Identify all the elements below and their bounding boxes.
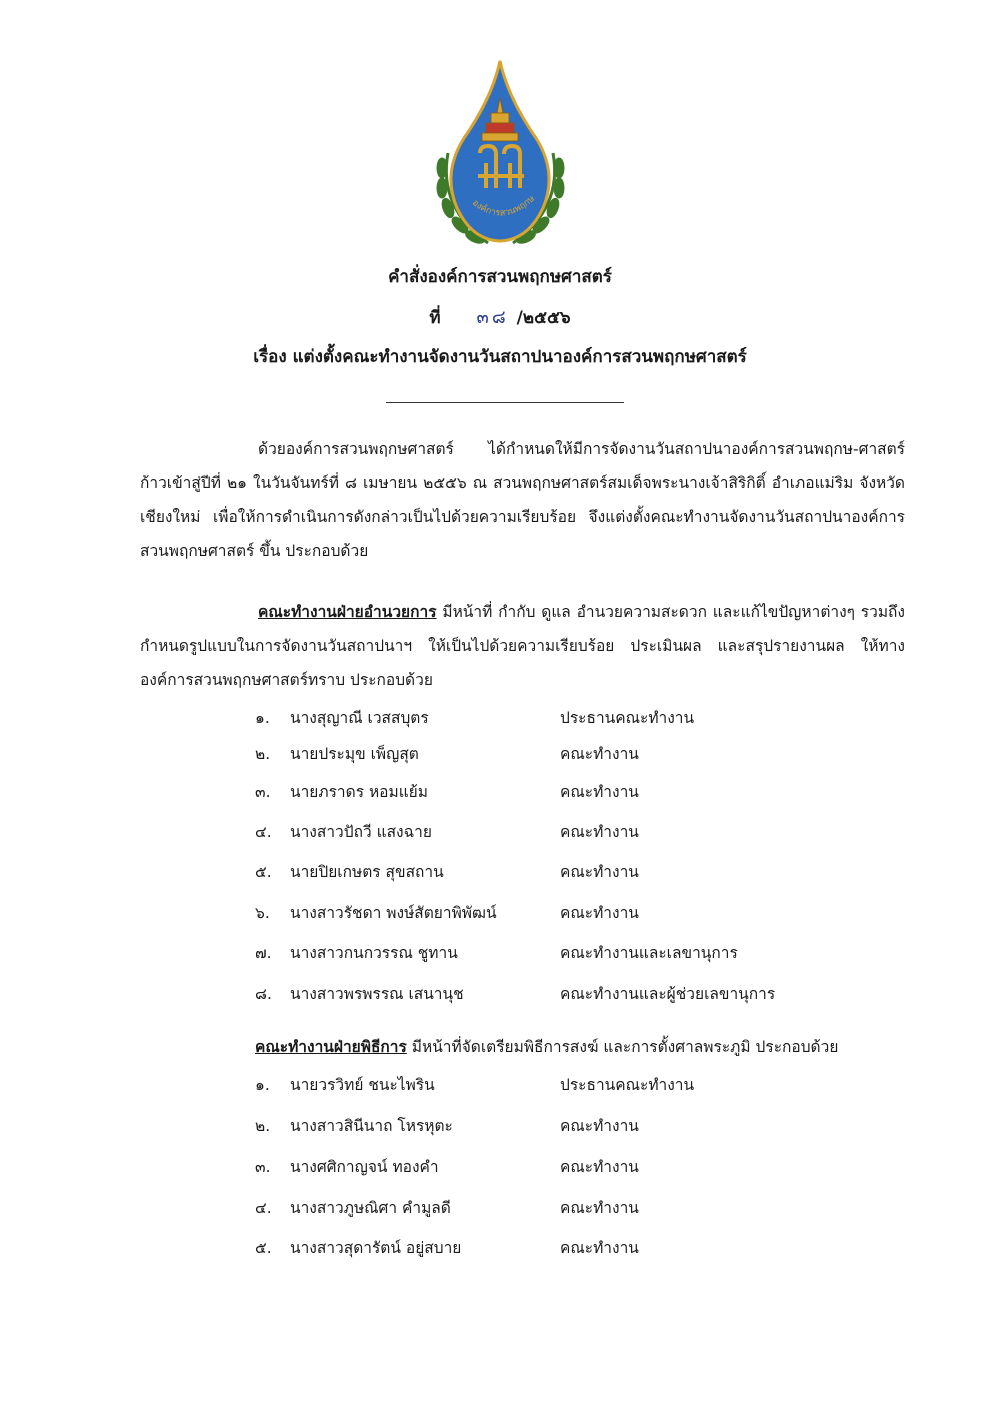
- list-item: [255, 859, 875, 887]
- member-role: คณะทำงาน: [560, 823, 639, 841]
- committee1-heading: คณะทำงานฝ่ายอำนวยการ: [258, 603, 437, 621]
- list-item: [255, 981, 875, 1009]
- committee2-paragraph: [255, 1030, 915, 1064]
- document-subject: เรื่อง แต่งตั้งคณะทำงานจัดงานวันสถาปนาองค์การสวนพฤกษศาสตร์: [253, 347, 747, 367]
- item-number: ๔.: [255, 823, 272, 841]
- committee1-paragraph: [140, 595, 905, 697]
- list-item: [255, 1072, 875, 1100]
- member-role: คณะทำงาน: [560, 863, 639, 881]
- member-name: นางสาวกนกวรรณ ชูทาน: [290, 944, 458, 962]
- item-number: ๕.: [255, 1239, 272, 1257]
- member-role: คณะทำงาน: [560, 904, 639, 922]
- intro-paragraph: ด้วยองค์การสวนพฤกษศาสตร์ ได้กำหนดให้มีการจัดงานวันสถาปนาองค์การสวนพฤกษ-ศาสตร์ ก้าวเข้าสู่ปีที่ ๒๑ ในวันจันทร์ที่ ๘ เมษายน ๒๕๕๖ ณ สวนพฤกษศาสตร์สมเด็จพระนางเจ้าสิริกิติ์ อำเภอแม่ริม จังหวัดเชียงใหม่ เพื่อให้การดำเนินการดังกล่าวเป็นไปด้วยความเรียบร้อย จึงแต่งตั้งคณะทำงานจัดงานวันสถาปนาองค์การสวนพฤกษศาสตร์ ขึ้น ประกอบด้วย: [140, 440, 905, 560]
- member-name: นางสาวรัชดา พงษ์สัตยาพิพัฒน์: [290, 904, 497, 922]
- list-item: [255, 819, 875, 847]
- member-name: นายภราดร หอมแย้ม: [290, 783, 428, 801]
- member-name: นายวรวิทย์ ชนะไพริน: [290, 1076, 435, 1094]
- list-item: [255, 741, 875, 769]
- member-name: นางสาวภูษณิศา คำมูลดี: [290, 1199, 451, 1217]
- member-name: นางศศิกาญจน์ ทองคำ: [290, 1158, 439, 1176]
- member-name: นางสาวพรพรรณ เสนานุช: [290, 985, 464, 1003]
- committee1-description: มีหน้าที่ กำกับ ดูแล อำนวยความสะดวก และแก้ไขปัญหาต่างๆ รวมถึงกำหนดรูปแบบในการจัดงานวันสถาปนาฯ ให้เป็นไปด้วยความเรียบร้อย ประเมินผล และสรุปรายงานผล ให้ทางองค์การสวนพฤกษศาสตร์ทราบ ประกอบด้วย: [140, 603, 905, 689]
- item-number: ๕.: [255, 863, 272, 881]
- list-item: [255, 779, 875, 807]
- member-role: คณะทำงาน: [560, 1117, 639, 1135]
- item-number: ๓.: [255, 783, 271, 801]
- member-role: ประธานคณะทำงาน: [560, 1076, 695, 1094]
- committee2-description: มีหน้าที่จัดเตรียมพิธีการสงฆ์ และการตั้งศาลพระภูมิ ประกอบด้วย: [406, 1038, 839, 1056]
- item-number: ๑.: [255, 1076, 270, 1094]
- list-item: [255, 1113, 875, 1141]
- member-name: นางสาวสุดารัตน์ อยู่สบาย: [290, 1239, 462, 1257]
- item-number: ๒.: [255, 745, 271, 763]
- member-role: คณะทำงาน: [560, 783, 639, 801]
- item-number: ๓.: [255, 1158, 271, 1176]
- list-item: [255, 1154, 875, 1182]
- item-number: ๑.: [255, 709, 270, 727]
- item-number: ๖.: [255, 904, 270, 922]
- member-name: นายปิยเกษตร สุขสถาน: [290, 863, 444, 881]
- member-role: คณะทำงาน: [560, 1158, 639, 1176]
- list-item: [255, 1235, 875, 1263]
- number-year: /๒๕๕๖: [516, 308, 571, 328]
- list-item: [255, 705, 875, 733]
- member-name: นางสุญาณี เวสสบุตร: [290, 709, 429, 727]
- member-role: ประธานคณะทำงาน: [560, 709, 695, 727]
- member-role: คณะทำงานและผู้ช่วยเลขานุการ: [560, 985, 776, 1003]
- svg-text:องค์การสวนพฤกษศาสตร์: องค์การสวนพฤกษ: [469, 193, 537, 219]
- item-number: ๘.: [255, 985, 272, 1003]
- item-number: ๗.: [255, 944, 272, 962]
- list-item: [255, 940, 875, 968]
- organization-logo: [428, 58, 573, 258]
- divider: [386, 402, 624, 403]
- document-title: คำสั่งองค์การสวนพฤกษศาสตร์: [388, 267, 612, 287]
- list-item: [255, 1195, 875, 1223]
- member-role: คณะทำงาน: [560, 745, 639, 763]
- member-name: นางสาวสินีนาถ โหรหุตะ: [290, 1117, 453, 1135]
- list-item: [255, 900, 875, 928]
- item-number: ๔.: [255, 1199, 272, 1217]
- number-value: ๓๘: [476, 307, 509, 328]
- document-number: [0, 302, 1000, 331]
- member-role: คณะทำงาน: [560, 1199, 639, 1217]
- member-role: คณะทำงาน: [560, 1239, 639, 1257]
- member-name: นายประมุข เพ็ญสุต: [290, 745, 419, 763]
- item-number: ๒.: [255, 1117, 271, 1135]
- member-name: นางสาวปัถวี แสงฉาย: [290, 823, 432, 841]
- member-role: คณะทำงานและเลขานุการ: [560, 944, 738, 962]
- committee2-heading: คณะทำงานฝ่ายพิธีการ: [255, 1038, 407, 1056]
- number-prefix: ที่: [429, 308, 441, 328]
